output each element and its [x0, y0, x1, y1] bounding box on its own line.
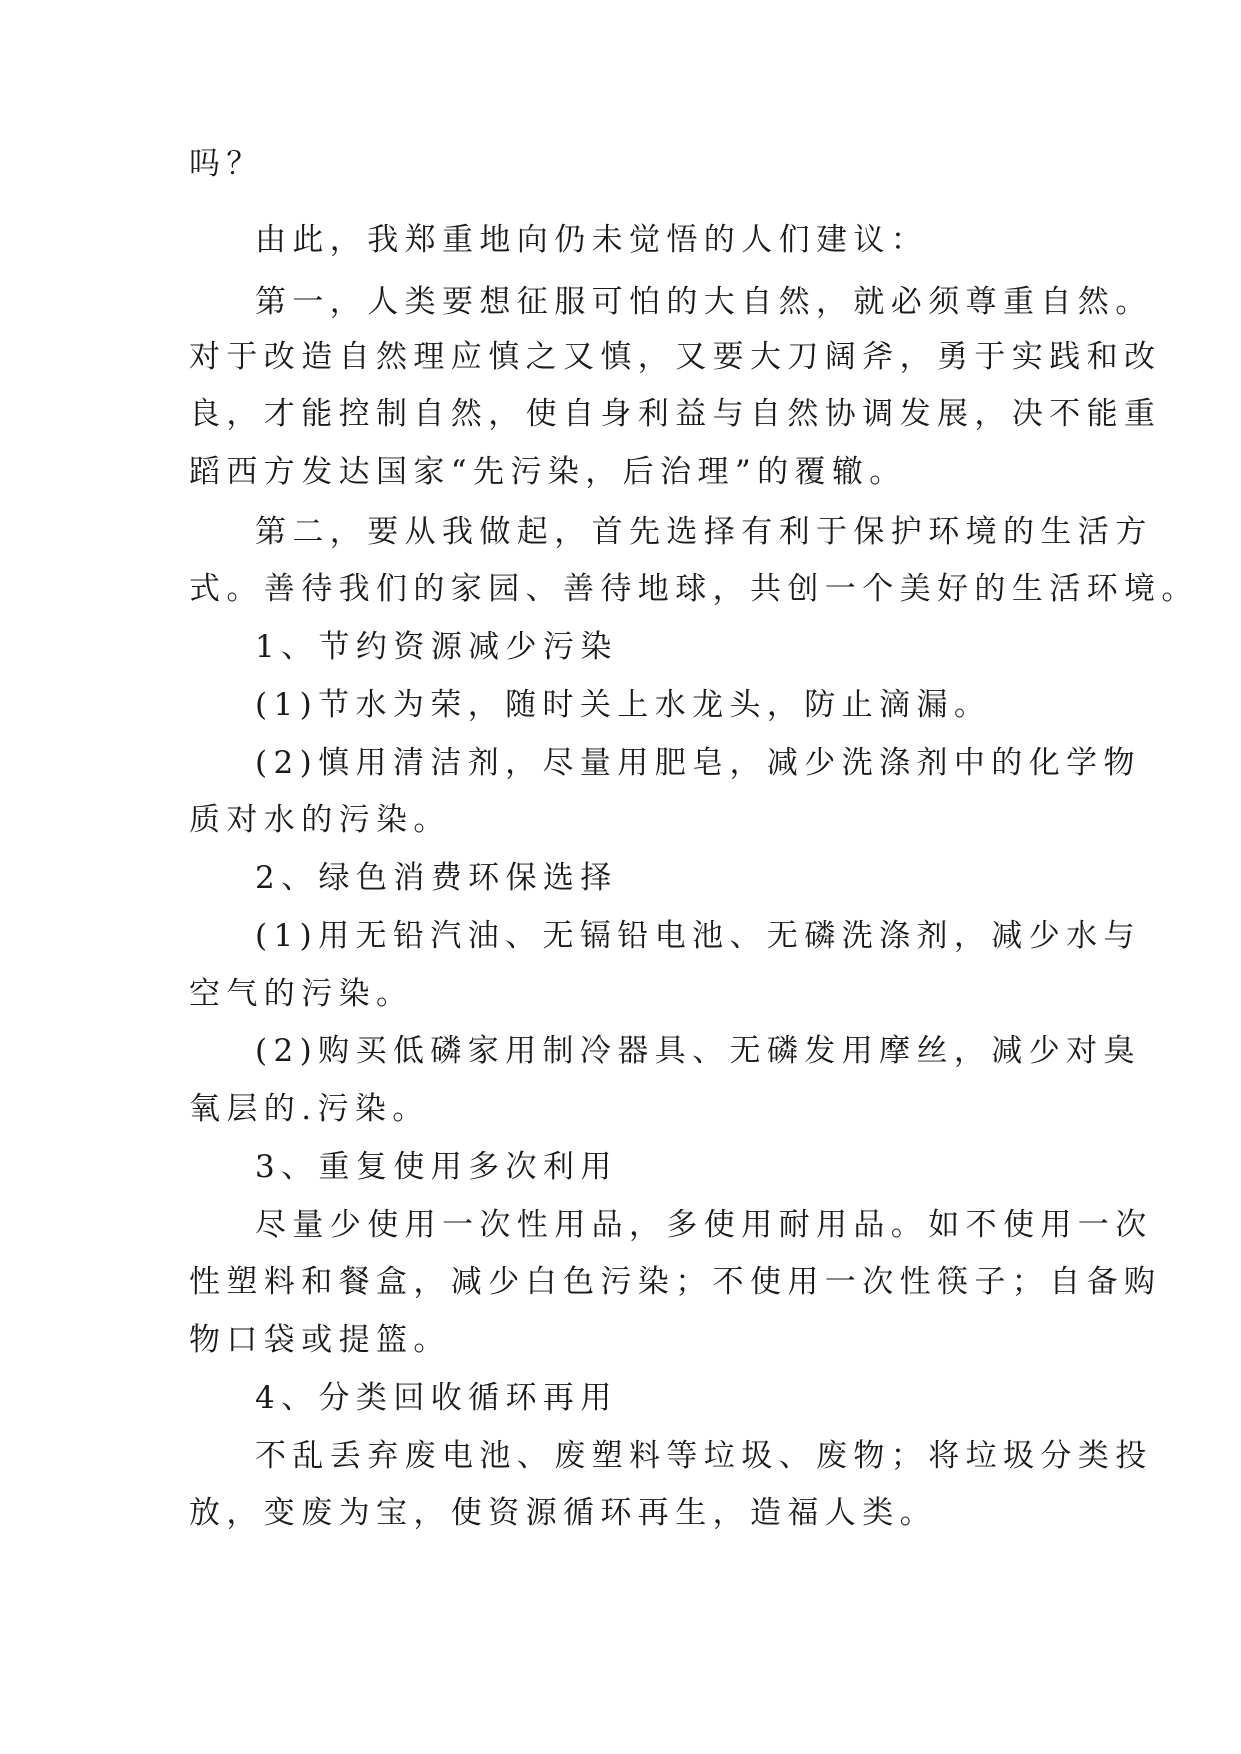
- text-line-5: 良，才能控制自然，使自身利益与自然协调发展，决不能重: [189, 396, 1162, 432]
- text-line-13: 2、绿色消费环保选择: [255, 860, 618, 896]
- text-line-1: 吗？: [189, 146, 264, 182]
- text-line-6: 蹈西方发达国家“先污染，后治理”的覆辙。: [189, 454, 907, 490]
- text-line-21: 物口袋或提篮。: [189, 1322, 451, 1358]
- text-line-9: 1、节约资源减少污染: [255, 629, 618, 665]
- text-line-22: 4、分类回收循环再用: [255, 1380, 618, 1416]
- text-line-18: 3、重复使用多次利用: [255, 1149, 618, 1185]
- text-line-8: 式。善待我们的家园、善待地球，共创一个美好的生活环境。: [189, 571, 1199, 607]
- text-line-3: 第一，人类要想征服可怕的大自然，就必须尊重自然。: [255, 284, 1153, 320]
- text-line-2: 由此，我郑重地向仍未觉悟的人们建议：: [255, 222, 929, 258]
- text-line-12: 质对水的污染。: [189, 802, 451, 838]
- text-line-15: 空气的污染。: [189, 976, 414, 1012]
- text-line-17: 氧层的.污染。: [189, 1091, 430, 1127]
- text-line-7: 第二，要从我做起，首先选择有利于保护环境的生活方: [255, 514, 1153, 550]
- text-line-11: (2)慎用清洁剂，尽量用肥皂，减少洗涤剂中的化学物: [255, 745, 1141, 781]
- text-line-19: 尽量少使用一次性用品，多使用耐用品。如不使用一次: [255, 1207, 1153, 1243]
- text-line-16: (2)购买低磷家用制冷器具、无磷发用摩丝，减少对臭: [255, 1033, 1141, 1069]
- text-line-24: 放，变废为宝，使资源循环再生，造福人类。: [189, 1495, 937, 1531]
- text-line-20: 性塑料和餐盒，减少白色污染；不使用一次性筷子；自备购: [189, 1264, 1162, 1300]
- text-line-4: 对于改造自然理应慎之又慎，又要大刀阔斧，勇于实践和改: [189, 339, 1162, 375]
- text-line-14: (1)用无铅汽油、无镉铅电池、无磷洗涤剂，减少水与: [255, 918, 1141, 954]
- text-line-23: 不乱丢弃废电池、废塑料等垃圾、废物；将垃圾分类投: [255, 1438, 1153, 1474]
- text-line-10: (1)节水为荣，随时关上水龙头，防止滴漏。: [255, 687, 992, 723]
